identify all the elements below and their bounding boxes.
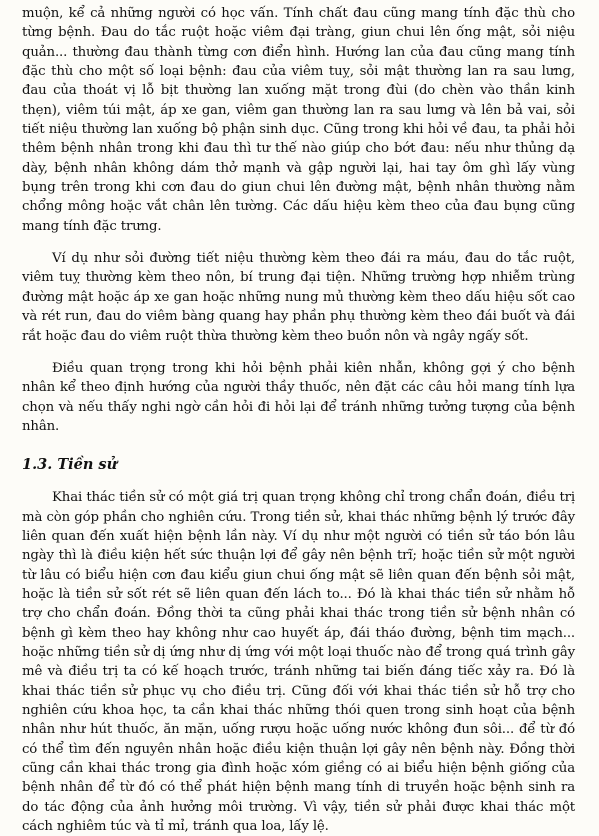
paragraph-history: Khai thác tiền sử có một giá trị quan trọng không chỉ trong chẩn đoán, điều trị mà còn góp phần cho nghiên cứu. Trong tiền sử, khai thác những bệnh lý trước đây liên quan đến xuất hiện bệnh lần này. Ví dụ như một người có tiền sử táo bón lâu ngày thì là điều kiện hết sức thuận lợi để gây nên bệnh trĩ; hoặc tiền sử một người từ lâu có biểu hiện cơn đau kiểu giun chui ống mật sẽ liên quan đến bệnh sỏi mật, hoặc là tiền sử sốt rét sẽ liên quan đến lách to... Đó là khai thác tiền sử nhằm hỗ trợ cho chẩn đoán. Đồng thời ta cũng phải khai thác trong tiền sử bệnh nhân có bệnh gì kèm theo hay không như cao huyết áp, đái tháo đường, bệnh tim mạch... hoặc những tiền sử dị ứng như dị ứng với một loại thuốc nào để trong quá trình gây mê và điều trị ta có kế hoạch trước, tránh những tai biến đáng tiếc xảy ra. Đó là khai thác tiền sử phục vụ cho điều trị. Cũng đối với khai thác tiền sử hỗ trợ cho nghiên cứu khoa học, ta cần khai thác những thói quen trong sinh hoạt của bệnh nhân như hút thuốc, ăn mặn, uống rượu hoặc uống nước không đun sôi... để từ đó có thể tìm đến nguyên nhân hoặc điều kiện thuận lợi gây nên bệnh này. Đồng thời cũng cần khai thác trong gia đình hoặc xóm giềng có ai biểu hiện bệnh giống của bệnh nhân để từ đó có thể phát hiện bệnh mang tính di truyền hoặc bệnh sinh ra do tác động của ảnh hưởng môi trường. Vì vậy, tiền sử phải được khai thác một cách nghiêm túc và tỉ mỉ, tránh qua loa, lấy lệ. [22, 490, 575, 835]
section-heading: 1.3. Tiền sử [22, 456, 118, 474]
paragraph-patience: Điều quan trọng trong khi hỏi bệnh phải kiên nhẫn, không gợi ý cho bệnh nhân kể theo định hướng của người thầy thuốc, nên đặt các câu hỏi mang tính lựa chọn và nếu thấy nghi ngờ cần hỏi đi hỏi lại để tránh những tưởng tượng của bệnh nhân. [22, 360, 575, 434]
paragraph-pain-characteristics: muộn, kể cả những người có học vấn. Tính chất đau cũng mang tính đặc thù cho từng bệnh. Đau do tắc ruột hoặc viêm đại tràng, giun chui lên ống mật, sỏi niệu quản... thường đau thành từng cơn điển hình. Hướng lan của đau cũng mang tính đặc thù cho một số loại bệnh: đau của viêm tuỵ, sỏi mật thường lan ra sau lưng, đau của thoát vị lỗ bịt thường lan xuống mặt trong đùi (do chèn vào thần kinh thẹn), viêm túi mật, áp xe gan, viêm gan thường lan ra sau lưng và lên bả vai, sỏi tiết niệu thường lan xuống bộ phận sinh dục. Cũng trong khi hỏi về đau, ta phải hỏi thêm bệnh nhân trong khi đau thì tư thế nào giúp cho bớt đau: nếu như thủng dạ dày, bệnh nhân không dám thở mạnh và gập người lại, hai tay ôm ghì lấy vùng bụng trên trong khi cơn đau do giun chui lên đường mật, bệnh nhân thường nằm chổng mông hoặc vắt chân lên tường. Các dấu hiệu kèm theo của đau bụng cũng mang tính đặc trưng. [22, 6, 575, 234]
paragraph-accompanying-signs: Ví dụ như sỏi đường tiết niệu thường kèm theo đái ra máu, đau do tắc ruột, viêm tuỵ thường kèm theo nôn, bí trung đại tiện. Những trường hợp nhiễm trùng đường mật hoặc áp xe gan hoặc những nung mủ thường kèm theo dấu hiệu sốt cao và rét run, đau do viêm bàng quang hay phần phụ thường kèm theo đái buốt và đái rắt hoặc đau do viêm ruột thừa thường kèm theo buồn nôn và ngây ngấy sốt. [22, 251, 575, 344]
